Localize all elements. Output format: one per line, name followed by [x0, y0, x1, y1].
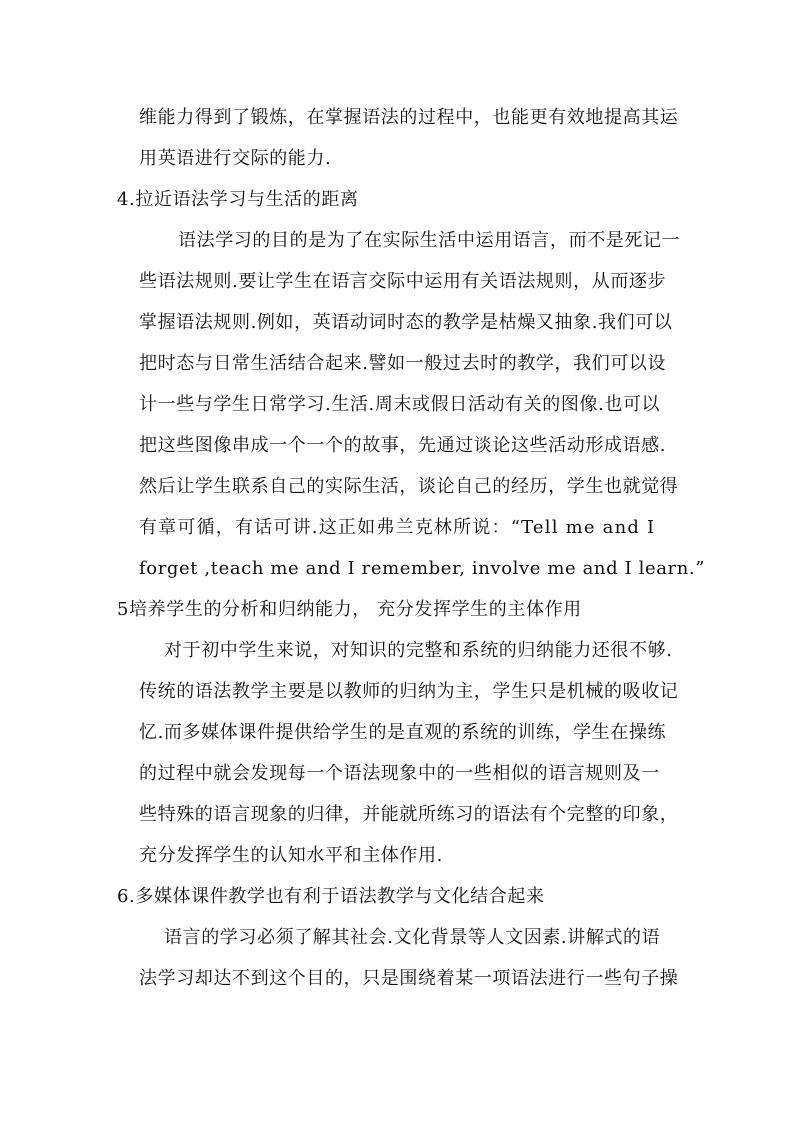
section-heading-6: 6.多媒体课件教学也有利于语法教学与文化结合起来 — [117, 886, 545, 907]
paragraph-line: 然后让学生联系自己的实际生活，谈论自己的经历，学生也就觉得 — [139, 476, 679, 497]
paragraph-line: forget ,teach me and I remember, involve me and I learn.” — [139, 558, 706, 579]
paragraph-line: 语言的学习必须了解其社会.文化背景等人文因素.讲解式的语 — [164, 927, 661, 948]
paragraph-line: 的过程中就会发现每一个语法现象中的一些相似的语言规则及一 — [139, 763, 660, 784]
paragraph-line: 些特殊的语言现象的归律，并能就所练习的语法有个完整的印象， — [139, 804, 679, 825]
paragraph-line: 用英语进行交际的能力. — [139, 148, 332, 169]
section-heading-4: 4.拉近语法学习与生活的距离 — [117, 189, 359, 210]
paragraph-line: 法学习却达不到这个目的，只是围绕着某一项语法进行一些句子操 — [139, 968, 679, 989]
paragraph-line: 有章可循，有话可讲.这正如弗兰克林所说：“Tell me and I — [139, 517, 656, 538]
paragraph-line: 掌握语法规则.例如，英语动词时态的教学是枯燥又抽象.我们可以 — [139, 312, 673, 333]
paragraph-line: 充分发挥学生的认知水平和主体作用. — [139, 845, 443, 866]
section-heading-5: 5培养学生的分析和归纳能力， 充分发挥学生的主体作用 — [117, 599, 582, 620]
paragraph-line: 维能力得到了锻炼，在掌握语法的过程中，也能更有效地提高其运 — [139, 107, 679, 128]
paragraph-line: 把这些图像串成一个一个的故事，先通过谈论这些活动形成语感. — [139, 435, 667, 456]
paragraph-line: 对于初中学生来说，对知识的完整和系统的归纳能力还很不够. — [164, 640, 673, 661]
paragraph-line: 忆.而多媒体课件提供给学生的是直观的系统的训练，学生在操练 — [139, 722, 667, 743]
paragraph-line: 些语法规则.要让学生在语言交际中运用有关语法规则，从而逐步 — [139, 271, 667, 292]
paragraph-line: 语法学习的目的是为了在实际生活中运用语言，而不是死记一 — [178, 230, 681, 251]
paragraph-line: 传统的语法教学主要是以教师的归纳为主，学生只是机械的吸收记 — [139, 681, 679, 702]
paragraph-line: 把时态与日常生活结合起来.譬如一般过去时的教学，我们可以设 — [139, 353, 667, 374]
paragraph-line: 计一些与学生日常学习.生活.周末或假日活动有关的图像.也可以 — [139, 394, 661, 415]
